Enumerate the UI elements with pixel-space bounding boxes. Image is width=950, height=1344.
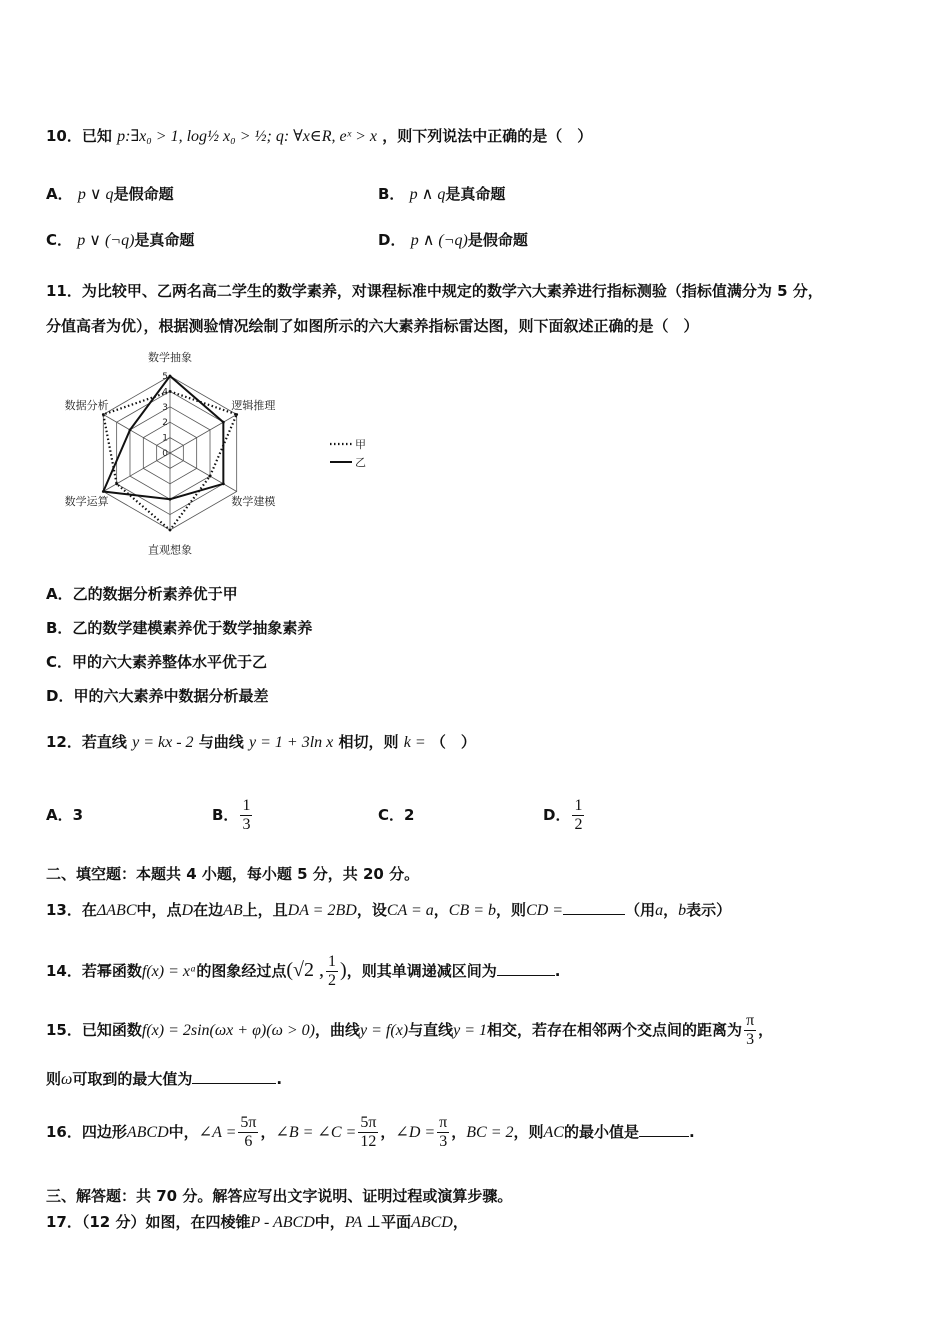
- q11-stem-line1: 11．为比较甲、乙两名高二学生的数学素养，对课程标准中规定的数学六大素养进行指标测验（指标值满分为 5 分，: [46, 282, 823, 300]
- radar-tick-label: 1: [162, 433, 168, 444]
- radar-grid: [103, 376, 236, 530]
- q10-option-c: C． p ∨ (¬q)是真命题: [46, 231, 195, 249]
- q14-answer-blank: [497, 961, 555, 976]
- radar-point: [129, 429, 132, 432]
- q14-stem: 14．若幂函数f(x) = xᵃ的图象经过点(√2 , $\frac{1}{2}$ )，则其单调递减区间为 .: [46, 953, 561, 989]
- q12-option-d: D． $\frac{1}{2}$: [543, 797, 583, 833]
- q12-option-a: A．3: [46, 806, 84, 824]
- q10-option-b: B． p ∧ q是真命题: [378, 185, 506, 203]
- q15-stem-line1: 15．已知函数f(x) = 2sin(ωx + φ)(ω > 0)，曲线y = f(x)与直线y = 1相交，若存在相邻两个交点间的距离为 $\frac{\pi}{3}$ ，: [46, 1012, 774, 1048]
- radar-point: [209, 475, 212, 478]
- radar-point: [169, 529, 172, 532]
- section-3-heading: 三、解答题：共 70 分。解答应写出文字说明、证明过程或演算步骤。: [46, 1187, 513, 1205]
- radar-point: [222, 421, 225, 424]
- radar-tick-label: 0: [162, 449, 168, 459]
- q12-option-c: C．2: [378, 806, 415, 824]
- legend-label: 甲: [355, 438, 366, 451]
- q12-option-b: B． $\frac{1}{3}$: [212, 797, 251, 833]
- q16-answer-blank: [639, 1122, 689, 1137]
- q10-option-d: D． p ∧ (¬q)是假命题: [378, 231, 528, 249]
- q15-answer-blank: [192, 1069, 276, 1084]
- q15-stem-line2: 则ω可取到的最大值为 .: [46, 1070, 283, 1088]
- q11-option-b: B．乙的数学建模素养优于数学抽象素养: [46, 619, 313, 637]
- radar-tick-label: 4: [162, 387, 168, 398]
- q10-stem: 10．已知 p:∃x₀ > 1, log½ x₀ > ½; q: ∀x∈R, eˣ > x ，则下列说法中正确的是（ ）: [46, 127, 593, 145]
- radar-chart: [40, 340, 380, 565]
- q10-stem-math: p:∃x₀ > 1, log½ x₀ > ½; q: ∀x∈R, eˣ > x: [117, 128, 378, 145]
- radar-spoke-5: [103, 453, 170, 492]
- section-2-heading: 二、填空题：本题共 4 小题，每小题 5 分，共 20 分。: [46, 865, 420, 883]
- radar-point: [169, 390, 172, 393]
- q17-stem: 17．（12 分）如图，在四棱锥P - ABCD中，PA ⊥平面ABCD，: [46, 1213, 468, 1231]
- radar-axis-label: 逻辑推理: [231, 398, 276, 412]
- q11-option-a: A．乙的数据分析素养优于甲: [46, 585, 238, 603]
- radar-axis-label: 数据分析: [64, 398, 109, 412]
- q11-stem-line2: 分值高者为优），根据测验情况绘制了如图所示的六大素养指标雷达图，则下面叙述正确的是（ ）: [46, 317, 699, 335]
- radar-point: [102, 490, 105, 493]
- radar-point: [169, 498, 172, 501]
- radar-tick-label: 5: [162, 372, 168, 382]
- radar-tick-label: 3: [162, 402, 168, 413]
- radar-legend: [330, 438, 366, 469]
- q12-stem: 12．若直线 y = kx - 2 与曲线 y = 1 + 3ln x 相切，则 k = （ ）: [46, 733, 476, 751]
- q11-option-d: D．甲的六大素养中数据分析最差: [46, 687, 269, 705]
- radar-spoke-2: [170, 415, 237, 454]
- q11-option-c: C．甲的六大素养整体水平优于乙: [46, 653, 268, 671]
- q16-stem: 16．四边形ABCD中，∠A = $\frac{5\pi}{6}$ ，∠B = ∠C = $\frac{5\pi}{12}$ ，∠D = $\frac{\pi}{3}$ ，BC = 2，则AC的最小值是 .: [46, 1114, 695, 1150]
- radar-axis-label: 直观想象: [148, 543, 192, 557]
- radar-axis-label: 数学运算: [64, 495, 109, 509]
- q10-option-a: A． p ∨ q是假命题: [46, 185, 174, 203]
- radar-point: [102, 413, 105, 416]
- radar-point: [115, 482, 118, 485]
- radar-point: [169, 375, 172, 378]
- radar-point: [222, 482, 225, 485]
- legend-label: 乙: [355, 456, 366, 469]
- q13-stem: 13．在ΔABC中，点D在边AB上，且DA = 2BD，设CA = a，CB = b，则CD = （用a，b表示）: [46, 901, 732, 919]
- radar-axis-label: 数学建模: [231, 495, 276, 509]
- q13-answer-blank: [563, 900, 625, 915]
- radar-point: [235, 413, 238, 416]
- radar-axis-label: 数学抽象: [148, 350, 192, 364]
- radar-tick-label: 2: [162, 418, 168, 429]
